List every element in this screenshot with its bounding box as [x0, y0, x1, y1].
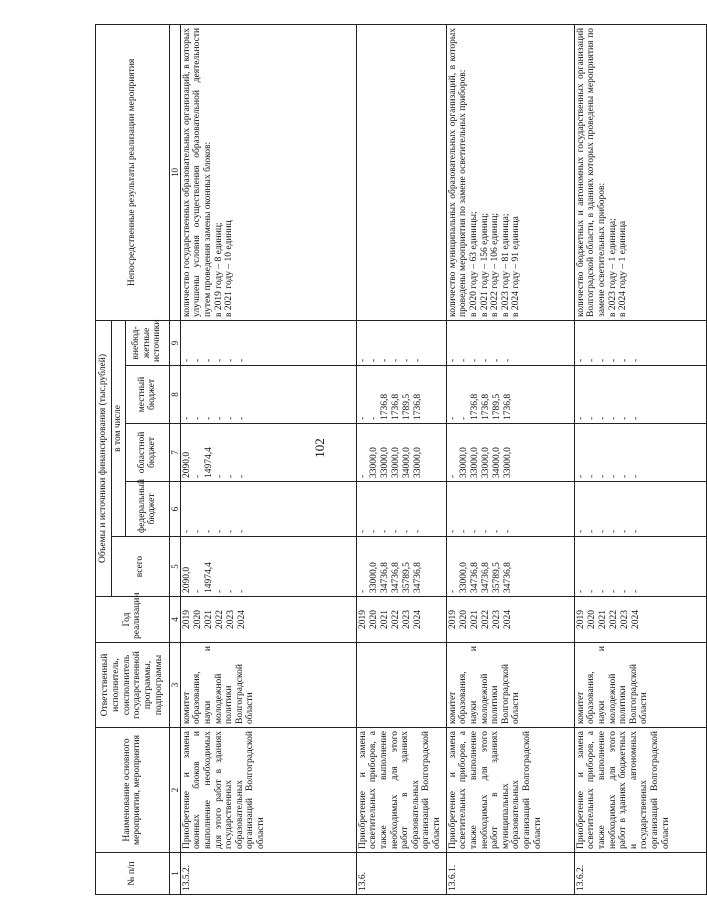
- table-row: [446, 24, 574, 894]
- amount-value: -: [192, 358, 203, 362]
- amount-value: -: [469, 358, 480, 362]
- amount-value: 34736,8: [469, 562, 480, 593]
- amount-value: -: [608, 589, 619, 593]
- amount-value: -: [447, 358, 458, 362]
- amount-value: -: [192, 416, 203, 420]
- amount-value: -: [458, 358, 469, 362]
- table-row: [574, 24, 706, 894]
- row-extra: [180, 320, 356, 365]
- amount-value: -: [630, 358, 641, 362]
- row-code: 13.6.: [356, 853, 446, 895]
- amount-value: -: [236, 529, 247, 533]
- amount-value: -: [357, 529, 368, 533]
- year-value: 2021: [203, 610, 214, 629]
- row-name: Приобретение и замена осветительных приборов, а также выполнение необходимых для этого работ в зданиях образовательных организаций Волгоградской области: [356, 728, 446, 853]
- amount-value: -: [608, 416, 619, 420]
- column-number: 6: [169, 482, 180, 537]
- table-row: [356, 24, 446, 894]
- year-value: 2020: [368, 610, 379, 629]
- year-value: 2023: [491, 610, 502, 629]
- amount-value: 33000,0: [390, 447, 401, 478]
- row-responsible: комитет образования, науки и молодежной политики Волгоградской области: [574, 643, 706, 728]
- year-value: 2022: [214, 610, 225, 629]
- row-total: [180, 537, 356, 597]
- amount-value: 33000,0: [458, 447, 469, 478]
- amount-value: -: [181, 416, 192, 420]
- year-value: 2024: [502, 610, 513, 629]
- amount-value: -: [480, 358, 491, 362]
- row-local: [180, 366, 356, 424]
- row-regional: [356, 424, 446, 482]
- amount-value: -: [575, 416, 586, 420]
- header-funding: Объемы и источники финансирования (тыс.рублей): [96, 320, 112, 596]
- row-extra: [574, 320, 706, 365]
- amount-value: -: [401, 358, 412, 362]
- year-value: 2019: [447, 610, 458, 629]
- amount-value: -: [225, 589, 236, 593]
- header-local: местный бюджет: [125, 366, 169, 424]
- amount-value: -: [236, 474, 247, 478]
- column-number: 9: [169, 320, 180, 365]
- year-value: 2019: [575, 610, 586, 629]
- amount-value: -: [214, 474, 225, 478]
- row-total: [446, 537, 574, 597]
- column-number: 2: [169, 728, 180, 853]
- amount-value: 35789,5: [401, 562, 412, 593]
- amount-value: 34736,8: [502, 562, 513, 593]
- amount-value: -: [401, 529, 412, 533]
- row-name: Приобретение и замена оконных блоков и выполнение необходимых для этого работ в зданиях государственных образовательных организаций Волгоградской области: [180, 728, 356, 853]
- year-value: 2019: [357, 610, 368, 629]
- amount-value: -: [458, 529, 469, 533]
- header-results: Непосредственные результаты реализации мероприятия: [96, 24, 170, 320]
- amount-value: 34000,0: [491, 447, 502, 478]
- amount-value: 34736,8: [390, 562, 401, 593]
- amount-value: 33000,0: [368, 447, 379, 478]
- page-number: 102: [312, 438, 327, 458]
- row-name: Приобретение и замена осветительных приборов, а также выполнение необходимых для этого работ в зданиях муниципальных образовательных организаций Волгоградской области: [446, 728, 574, 853]
- amount-value: -: [480, 529, 491, 533]
- amount-value: 1736,8: [480, 393, 491, 420]
- amount-value: 35789,5: [491, 562, 502, 593]
- amount-value: -: [236, 416, 247, 420]
- row-local: [446, 366, 574, 424]
- row-extra: [356, 320, 446, 365]
- row-total: [574, 537, 706, 597]
- amount-value: -: [619, 416, 630, 420]
- row-code: 13.6.2.: [574, 853, 706, 895]
- rotated-page: [95, 25, 671, 895]
- row-regional: [574, 424, 706, 482]
- amount-value: -: [225, 474, 236, 478]
- row-years: [574, 597, 706, 643]
- amount-value: -: [575, 474, 586, 478]
- funding-table: [95, 24, 707, 895]
- column-number: 4: [169, 597, 180, 643]
- row-years: [356, 597, 446, 643]
- year-value: 2021: [379, 610, 390, 629]
- amount-value: -: [447, 474, 458, 478]
- amount-value: -: [357, 474, 368, 478]
- row-responsible: [356, 643, 446, 728]
- row-federal: [446, 482, 574, 537]
- amount-value: -: [192, 474, 203, 478]
- amount-value: -: [458, 416, 469, 420]
- amount-value: -: [192, 529, 203, 533]
- column-number: 5: [169, 537, 180, 597]
- amount-value: -: [502, 358, 513, 362]
- amount-value: -: [181, 529, 192, 533]
- amount-value: -: [203, 358, 214, 362]
- column-number: 1: [169, 853, 180, 895]
- amount-value: -: [225, 358, 236, 362]
- result-line: в 2022 году – 106 единиц;: [490, 212, 501, 317]
- amount-value: -: [368, 358, 379, 362]
- amount-value: 34000,0: [401, 447, 412, 478]
- amount-value: -: [630, 529, 641, 533]
- result-line: количество государственных образовательных организаций, в которых улучшены условия осуществления образовательной деятельности путем проведения замены оконных блоков:: [181, 27, 213, 317]
- row-name: Приобретение и замена осветительных приборов, а также выполнение необходимых для этого работ в зданиях бюджетных и автономных государственных организаций Волгоградской области: [574, 728, 706, 853]
- result-line: в 2021 году – 10 единиц: [224, 220, 235, 317]
- amount-value: -: [214, 589, 225, 593]
- header-regional: областной бюджет: [125, 424, 169, 482]
- amount-value: -: [447, 529, 458, 533]
- amount-value: -: [357, 358, 368, 362]
- amount-value: -: [608, 358, 619, 362]
- amount-value: -: [192, 589, 203, 593]
- year-value: 2023: [619, 610, 630, 629]
- amount-value: 1789,5: [491, 393, 502, 420]
- amount-value: -: [619, 474, 630, 478]
- amount-value: -: [368, 529, 379, 533]
- amount-value: 2090,0: [181, 451, 192, 478]
- year-value: 2023: [401, 610, 412, 629]
- year-value: 2020: [458, 610, 469, 629]
- amount-value: -: [214, 358, 225, 362]
- header-federal: федеральный бюджет: [125, 482, 169, 537]
- amount-value: 1736,8: [502, 393, 513, 420]
- amount-value: 34736,8: [412, 562, 423, 593]
- row-regional: [446, 424, 574, 482]
- year-value: 2021: [469, 610, 480, 629]
- amount-value: 14974,4: [203, 447, 214, 478]
- row-result: [356, 24, 446, 320]
- amount-value: -: [181, 358, 192, 362]
- amount-value: -: [597, 589, 608, 593]
- amount-value: -: [586, 529, 597, 533]
- amount-value: -: [469, 529, 480, 533]
- result-line: в 2024 году – 1 единица: [618, 220, 629, 317]
- year-value: 2023: [225, 610, 236, 629]
- column-number: 3: [169, 643, 180, 728]
- column-number: 8: [169, 366, 180, 424]
- result-line: количество муниципальных образовательных организаций, в которых проведены мероприятия по замене осветительных приборов:: [447, 27, 469, 317]
- amount-value: -: [586, 416, 597, 420]
- amount-value: -: [390, 529, 401, 533]
- amount-value: -: [225, 529, 236, 533]
- amount-value: -: [236, 589, 247, 593]
- row-total: [356, 537, 446, 597]
- column-number: 10: [169, 24, 180, 320]
- amount-value: -: [447, 416, 458, 420]
- amount-value: 33000,0: [469, 447, 480, 478]
- row-extra: [446, 320, 574, 365]
- amount-value: -: [586, 474, 597, 478]
- year-value: 2022: [390, 610, 401, 629]
- row-federal: [180, 482, 356, 537]
- header-name: Наименование основного мероприятия, мероприятия: [96, 728, 170, 853]
- amount-value: -: [390, 358, 401, 362]
- amount-value: -: [586, 358, 597, 362]
- amount-value: -: [630, 474, 641, 478]
- amount-value: 33000,0: [368, 562, 379, 593]
- header-number: № п/п: [96, 853, 170, 895]
- amount-value: 33000,0: [458, 562, 469, 593]
- amount-value: -: [491, 529, 502, 533]
- result-line: в 2021 году – 156 единиц;: [479, 212, 490, 317]
- amount-value: -: [619, 358, 630, 362]
- result-line: в 2020 году – 63 единицы;: [468, 211, 479, 317]
- amount-value: -: [597, 529, 608, 533]
- row-local: [574, 366, 706, 424]
- amount-value: -: [357, 589, 368, 593]
- amount-value: -: [447, 589, 458, 593]
- amount-value: 1736,8: [390, 393, 401, 420]
- amount-value: -: [412, 358, 423, 362]
- amount-value: -: [214, 529, 225, 533]
- amount-value: 33000,0: [379, 447, 390, 478]
- year-value: 2021: [597, 610, 608, 629]
- year-value: 2024: [236, 610, 247, 629]
- amount-value: -: [214, 416, 225, 420]
- amount-value: 1736,8: [469, 393, 480, 420]
- amount-value: -: [379, 358, 390, 362]
- amount-value: -: [379, 529, 390, 533]
- amount-value: -: [575, 589, 586, 593]
- row-result: [574, 24, 706, 320]
- amount-value: 1789,5: [401, 393, 412, 420]
- amount-value: -: [357, 416, 368, 420]
- year-value: 2024: [412, 610, 423, 629]
- amount-value: -: [502, 529, 513, 533]
- year-value: 2022: [480, 610, 491, 629]
- year-value: 2022: [608, 610, 619, 629]
- amount-value: 34736,8: [379, 562, 390, 593]
- amount-value: 2090,0: [181, 566, 192, 593]
- row-responsible: комитет образования, науки и молодежной политики Волгоградской области: [180, 643, 356, 728]
- amount-value: -: [597, 358, 608, 362]
- amount-value: -: [412, 529, 423, 533]
- header-in-that-number: в том числе: [112, 320, 126, 536]
- amount-value: 33000,0: [412, 447, 423, 478]
- year-value: 2020: [586, 610, 597, 629]
- row-code: 13.6.1.: [446, 853, 574, 895]
- header-total: всего: [112, 537, 170, 597]
- column-numbers-row: [169, 24, 180, 894]
- row-result: [446, 24, 574, 320]
- amount-value: -: [203, 529, 214, 533]
- result-line: в 2023 году – 1 единица;: [607, 218, 618, 317]
- amount-value: -: [225, 416, 236, 420]
- amount-value: 14974,4: [203, 562, 214, 593]
- amount-value: 1736,8: [379, 393, 390, 420]
- header-extra: внебюд-жетные источники: [125, 320, 169, 365]
- amount-value: -: [203, 416, 214, 420]
- amount-value: -: [236, 358, 247, 362]
- year-value: 2020: [192, 610, 203, 629]
- amount-value: -: [630, 416, 641, 420]
- row-years: [180, 597, 356, 643]
- amount-value: 1736,8: [412, 393, 423, 420]
- result-line: в 2024 году – 91 единица: [511, 216, 522, 317]
- row-result: [180, 24, 356, 320]
- header-year: Год реализации: [96, 597, 170, 643]
- amount-value: -: [608, 529, 619, 533]
- amount-value: -: [491, 358, 502, 362]
- row-federal: [574, 482, 706, 537]
- amount-value: -: [586, 589, 597, 593]
- amount-value: 33000,0: [480, 447, 491, 478]
- result-line: в 2019 году – 8 единиц;: [213, 222, 224, 317]
- row-years: [446, 597, 574, 643]
- amount-value: 33000,0: [502, 447, 513, 478]
- amount-value: -: [630, 589, 641, 593]
- row-code: 13.5.2.: [180, 853, 356, 895]
- table-row: [180, 24, 356, 894]
- amount-value: -: [368, 416, 379, 420]
- amount-value: -: [575, 358, 586, 362]
- amount-value: -: [597, 416, 608, 420]
- row-federal: [356, 482, 446, 537]
- amount-value: -: [619, 529, 630, 533]
- header-responsible: Ответственный исполнитель, соисполнитель государственной программы, подпрограммы: [96, 643, 170, 728]
- result-line: количество бюджетных и автономных государственных организаций Волгоградской области, в зданиях которых проведены мероприятия по замене осветительных приборов:: [575, 27, 607, 317]
- amount-value: 34736,8: [480, 562, 491, 593]
- amount-value: -: [597, 474, 608, 478]
- row-responsible: комитет образования, науки и молодежной политики Волгоградской области: [446, 643, 574, 728]
- column-number: 7: [169, 424, 180, 482]
- amount-value: -: [608, 474, 619, 478]
- amount-value: -: [575, 529, 586, 533]
- amount-value: -: [619, 589, 630, 593]
- year-value: 2019: [181, 610, 192, 629]
- row-regional: [180, 424, 356, 482]
- result-line: в 2023 году – 81 единица;: [500, 213, 511, 317]
- row-local: [356, 366, 446, 424]
- year-value: 2024: [630, 610, 641, 629]
